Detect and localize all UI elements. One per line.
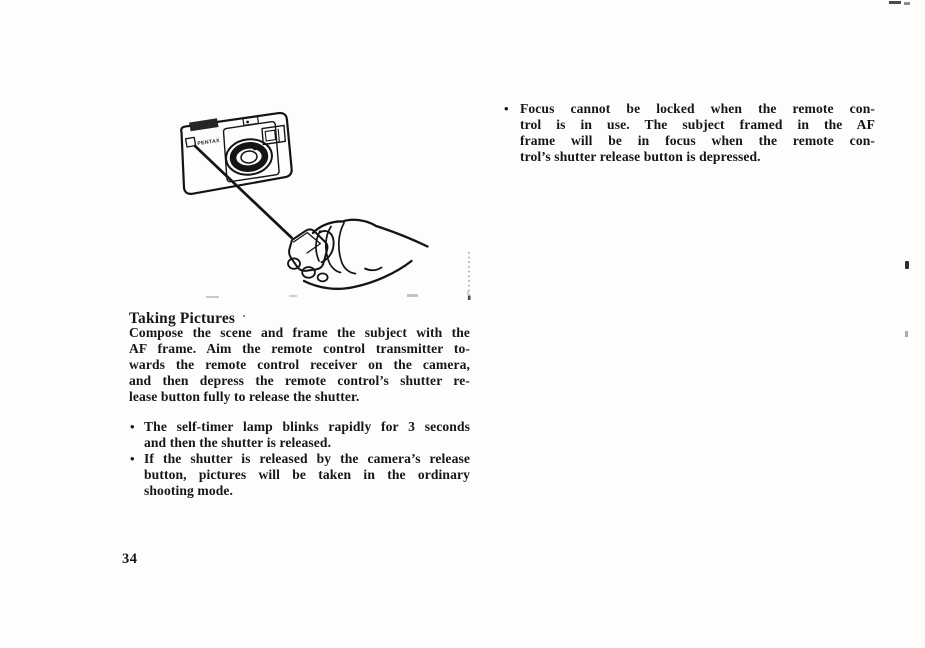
paragraph-line: and then depress the remote control’s shutter re- [129,373,470,388]
camera-flash-panel [189,118,219,131]
bullet-icon: • [504,101,509,116]
hand-crease-mark [365,268,382,271]
bullet-line: button, pictures will be taken in the ordinary [144,467,470,482]
bullet-line: trol’s shutter release button is depressed. [520,149,761,164]
remote-control-body [289,229,327,270]
bullet-line: If the shutter is released by the camera’s release [144,451,470,466]
bullet-item [129,451,470,499]
bullet-line: shooting mode. [144,483,234,498]
remote-hand-drawing [288,220,428,289]
camera-brand-label: PENTAX [197,137,221,147]
scan-artifact [407,294,418,297]
right-column [503,101,875,165]
shutter-button-plate [243,117,258,126]
scan-artifact [889,1,901,4]
bullet-icon: • [130,419,135,434]
camera-drawing [181,113,291,194]
paragraph-line: lease button fully to release the shutter. [129,389,360,404]
left-column [129,307,470,405]
scan-artifact [905,261,909,269]
paragraph-line: wards the remote control receiver on the camera, [129,357,470,372]
scan-artifact [206,296,219,298]
scan-artifact [289,295,297,297]
bullet-line: trol is in use. The subject framed in the AF [520,117,875,132]
scan-artifact [467,290,469,295]
remote-button [318,273,328,281]
page-number: 34 [122,551,138,567]
bullet-line: and then the shutter is released. [144,435,332,450]
scan-artifact [904,2,910,5]
left-bullet-list [129,419,470,499]
section-heading-text: Taking Pictures [129,310,236,327]
bullet-item [503,101,875,165]
bullet-icon: • [130,451,135,466]
paragraph-line: Compose the scene and frame the subject with the [129,325,470,340]
camera-remote-illustration [170,105,480,300]
section-heading [129,307,470,326]
heading-trailing-mark: · [242,309,247,323]
bullet-line: The self-timer lamp blinks rapidly for 3 seconds [144,419,470,434]
scan-artifact [905,331,908,337]
bullet-line: Focus cannot be locked when the remote con- [520,101,875,116]
bullet-item [129,419,470,451]
paragraph-line: AF frame. Aim the remote control transmitter to- [129,341,470,356]
remote-button [302,267,315,278]
camera-lens [224,137,274,178]
bullet-line: frame will be in focus when the remote con- [520,133,875,148]
